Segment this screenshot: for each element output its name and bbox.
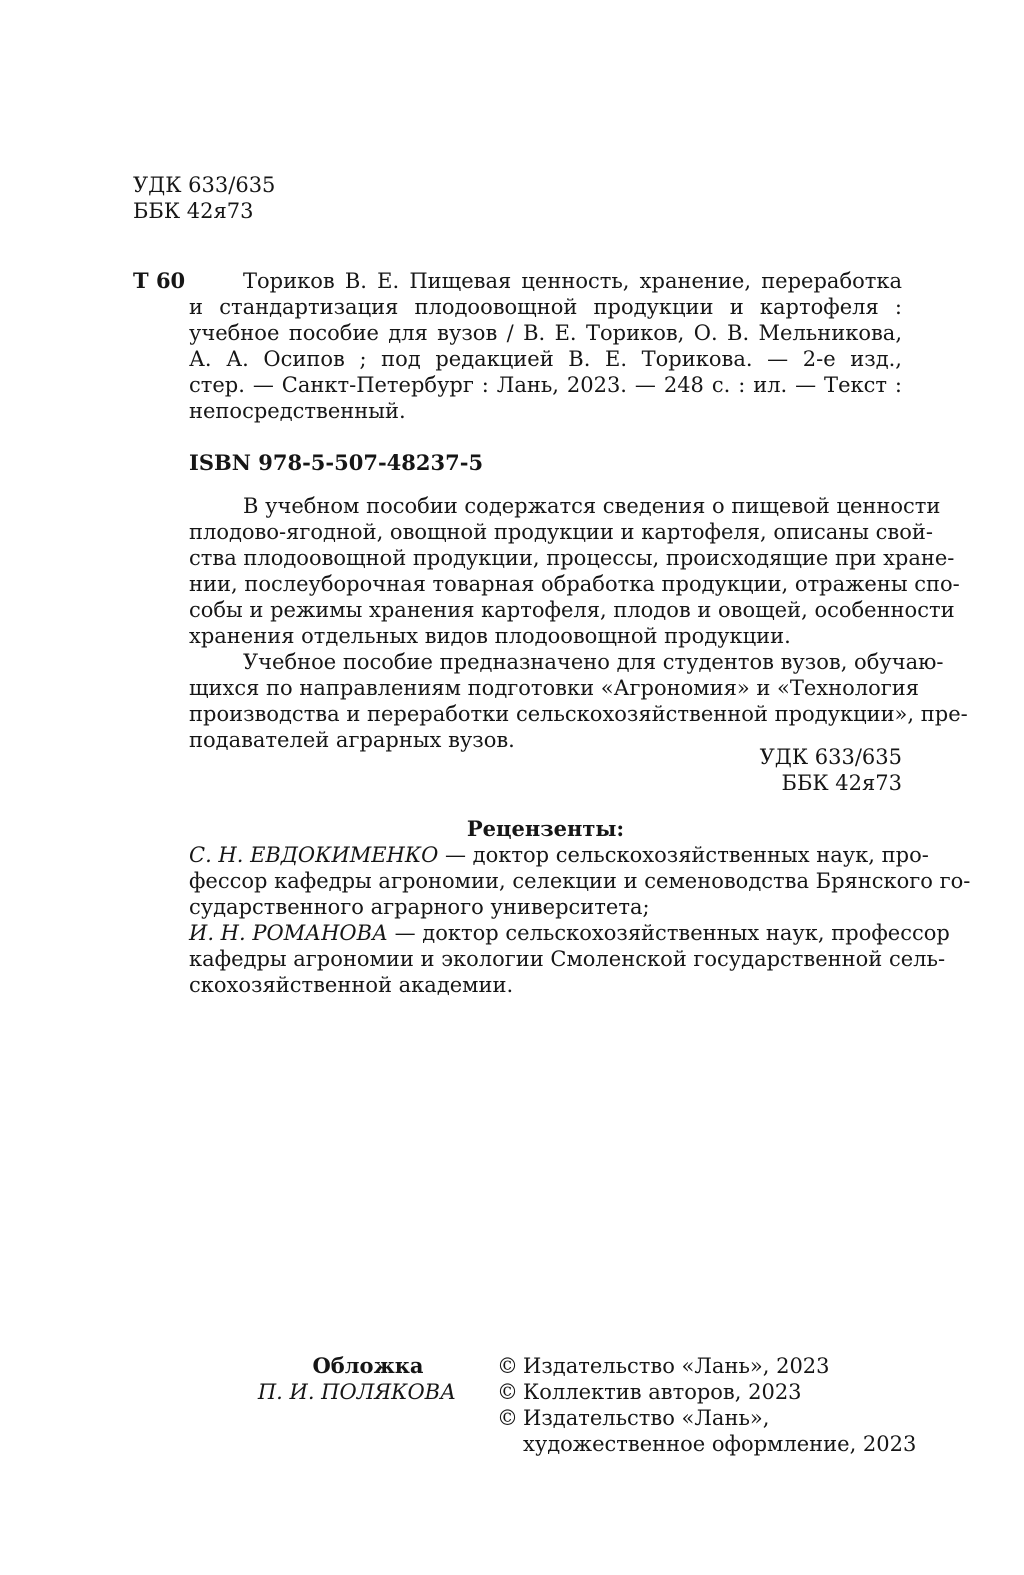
bbk-code: ББК 42я73 <box>781 771 902 795</box>
biblio-line: Ториков В. Е. Пищевая ценность, хранение, переработка <box>243 269 902 293</box>
copyright-text: Коллектив авторов, 2023 <box>523 1380 802 1404</box>
annotation-line: Учебное пособие предназначено для студентов вузов, обучаю- <box>243 650 944 674</box>
annotation-line: В учебном пособии содержатся сведения о пищевой ценности <box>243 494 941 518</box>
copyright-icon: © <box>497 1380 518 1404</box>
copyright-line <box>497 1405 916 1431</box>
classification-top <box>133 172 275 224</box>
copyright-line <box>497 1379 916 1405</box>
biblio-line: учебное пособие для вузов / В. Е. Ториков, О. В. Мельникова, <box>189 321 902 345</box>
reviewer-text: — доктор сельскохозяйственных наук, профессор <box>387 921 950 945</box>
annotation-line: щихся по направлениям подготовки «Агрономия» и «Технология <box>189 676 920 700</box>
reviewers-list <box>189 842 971 998</box>
reviewer-name: И. Н. РОМАНОВА <box>189 921 388 945</box>
cover-designer: П. И. ПОЛЯКОВА <box>257 1380 456 1404</box>
copyright-continuation: художественное оформление, 2023 <box>523 1432 917 1456</box>
reviewer-line <box>189 842 929 868</box>
annotation-line: собы и режимы хранения картофеля, плодов и овощей, особенности <box>189 598 955 622</box>
biblio-line: стер. — Санкт-Петербург : Лань, 2023. — 248 с. : ил. — Текст : <box>189 373 902 397</box>
annotation-line: подавателей аграрных вузов. <box>189 728 515 752</box>
copyright-line <box>497 1353 916 1379</box>
reviewer-name: С. Н. ЕВДОКИМЕНКО <box>189 843 439 867</box>
reviewer-line: сударственного аграрного университета; <box>189 895 650 919</box>
annotation-line: нии, послеуборочная товарная обработка продукции, отражены спо- <box>189 572 960 596</box>
biblio-line: непосредственный. <box>189 399 406 423</box>
reviewer-text: — доктор сельскохозяйственных наук, про- <box>438 843 929 867</box>
isbn: ISBN 978-5-507-48237-5 <box>189 450 484 475</box>
bibliographic-description <box>189 268 902 424</box>
biblio-line: и стандартизация плодоовощной продукции и картофеля : <box>189 295 902 319</box>
udk-code: УДК 633/635 <box>133 173 276 197</box>
annotation-line: ства плодоовощной продукции, процессы, происходящие при хране- <box>189 546 955 570</box>
bbk-code: ББК 42я73 <box>133 199 254 223</box>
annotation-line: производства и переработки сельскохозяйственной продукции», пре- <box>189 702 968 726</box>
copyright-text: Издательство «Лань», 2023 <box>523 1354 830 1378</box>
annotation-line: плодово-ягодной, овощной продукции и картофеля, описаны свой- <box>189 520 933 544</box>
author-mark: Т 60 <box>133 268 186 293</box>
reviewer-line: скохозяйственной академии. <box>189 973 514 997</box>
reviewers-heading: Рецензенты: <box>466 816 625 841</box>
classification-bottom <box>189 744 902 796</box>
biblio-line: А. А. Осипов ; под редакцией В. Е. Торикова. — 2-е изд., <box>189 347 902 371</box>
copyright-icon: © <box>497 1354 518 1378</box>
copyright-text: Издательство «Лань», <box>523 1406 770 1430</box>
annotation <box>189 493 968 753</box>
cover-credit <box>240 1353 456 1405</box>
reviewer-line: фессор кафедры агрономии, селекции и семеноводства Брянского го- <box>189 869 971 893</box>
annotation-line: хранения отдельных видов плодоовощной продукции. <box>189 624 791 648</box>
copyright-icon: © <box>497 1406 518 1430</box>
reviewer-line: кафедры агрономии и экологии Смоленской государственной сель- <box>189 947 946 971</box>
reviewer-line <box>189 920 950 946</box>
copyright-block <box>497 1353 916 1457</box>
cover-label: Обложка <box>312 1353 424 1378</box>
udk-code: УДК 633/635 <box>759 745 902 769</box>
